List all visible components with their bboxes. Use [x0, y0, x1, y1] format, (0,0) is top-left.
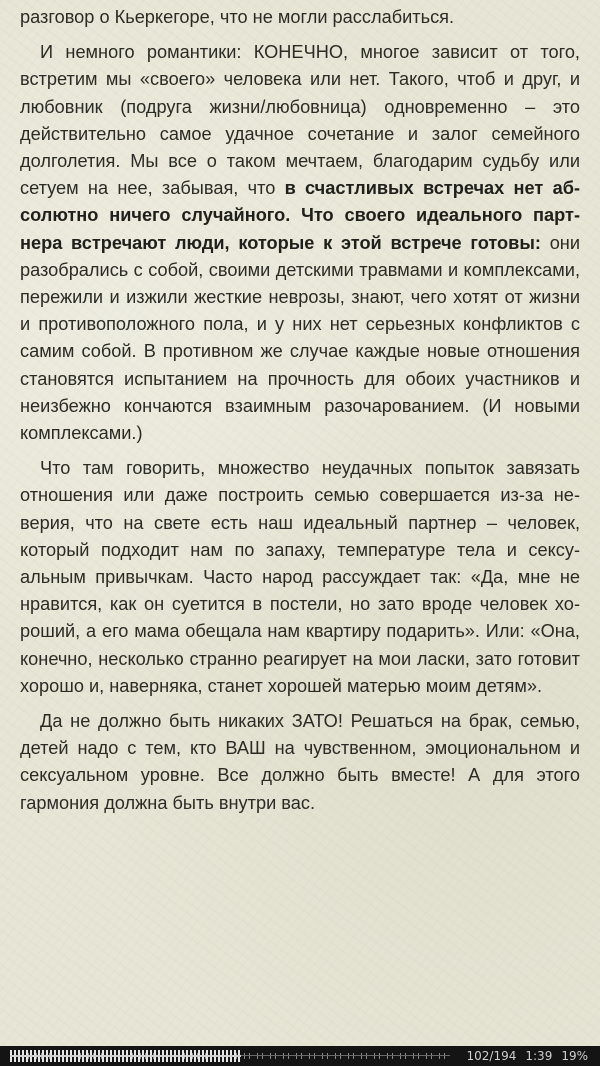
reader-status-bar [0, 1046, 600, 1066]
status-info [458, 1049, 600, 1063]
paragraph-4-text: Да не должно быть никаких ЗАТО! Решаться на брак, семью, детей надо с тем, кто ВАШ на чувственном, эмоциональном и сексуальном уровне. Все должно быть вместе! А для этого гармония должна быть внутри вас. [20, 711, 580, 813]
paragraph-3 [20, 455, 580, 700]
paragraph-1-text: разговор о Кьеркегоре, что не могли расслабиться. [20, 7, 455, 27]
paragraph-1 [20, 4, 580, 31]
paragraph-2-bold-text: в счастливых встречах нет абсолютно ничего случайного. Что своего идеального партнера встречают люди, которые к этой встрече готовы: [20, 178, 580, 253]
paragraph-2-text-start: И немного романтики: КОНЕЧНО, многое зависит от того, встретим мы «своего» человека или нет. Такого, чтоб и друг, и любовник (подруга жизни/любовница) одновременно – это действительно самое удачное сочетание и залог семейного долголетия. Мы все о таком мечтаем, благодарим судьбу или сетуем на нее, забывая, что [20, 42, 580, 199]
paragraph-4 [20, 708, 580, 817]
clock-time: 1:39 [525, 1049, 553, 1063]
reading-progress-bar[interactable] [10, 1050, 450, 1062]
paragraph-2-text-end: они разобрались с собой, своими детскими травмами и комплексами, пережили и изжили жесткие неврозы, знают, чего хотят от жизни и противоположного пола, и у них нет серьезных конфликтов с самим собой. В противном же случае каждые новые отношения становятся испытанием на прочность для обоих участников и неизбежно кончаются взаимным разочарованием. (И новыми комплексами.) [20, 232, 580, 444]
paragraph-2 [20, 39, 580, 447]
reader-page[interactable] [20, 4, 580, 1040]
paragraph-3-text: Что там говорить, множество неудачных попыток завязать отношения или даже построить семью совершается из-за неверия, что на свете есть наш идеальный партнер – человек, который подходит нам по запаху, температуре тела и сексуальным привычкам. Часто народ рассуждает так: «Да, мне не нравится, как он суетится в постели, но зато вроде человек хороший, а его мама обещала нам квартиру подарить». Или: «Она, конечно, несколько странно реагирует на мои ласки, зато готовит хорошо и, наверняка, станет хорошей матерью моим детям». [20, 458, 580, 696]
battery-level: 19% [561, 1049, 588, 1063]
page-indicator: 102/194 [466, 1049, 517, 1063]
reading-progress-fill [10, 1050, 241, 1062]
